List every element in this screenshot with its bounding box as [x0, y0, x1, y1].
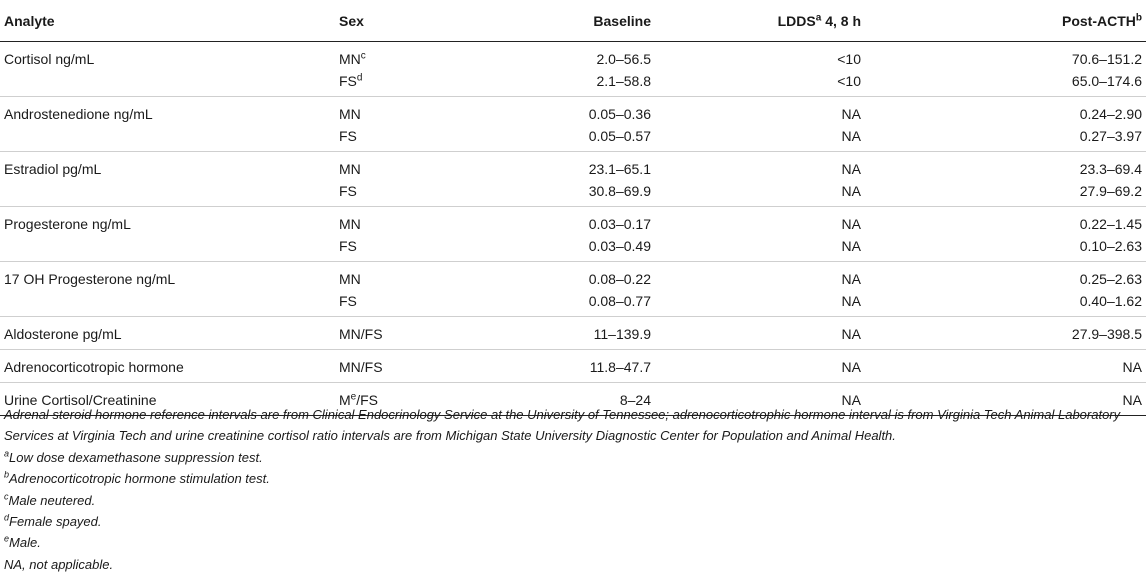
footnote-mark: e — [4, 534, 10, 545]
sex-cell-value: FS — [339, 73, 357, 89]
table-footnotes — [4, 404, 1142, 575]
table-row — [0, 97, 1146, 152]
post-acth-cell — [865, 207, 1146, 262]
ldds-cell-value: NA — [841, 326, 861, 342]
baseline-cell-line — [469, 235, 651, 257]
sex-cell — [335, 350, 465, 383]
post-acth-cell — [865, 262, 1146, 317]
ldds-cell — [655, 317, 865, 350]
footnote-item — [4, 447, 1142, 468]
post-acth-cell — [865, 97, 1146, 152]
table-header-row — [0, 0, 1146, 42]
ldds-cell-value: NA — [841, 106, 861, 122]
header-post-acth — [865, 0, 1146, 42]
ldds-cell-value: NA — [841, 359, 861, 375]
sex-cell-line — [339, 70, 461, 92]
footnote-text: Low dose dexamethasone suppression test. — [9, 449, 263, 465]
ldds-cell-value: NA — [841, 128, 861, 144]
post-acth-cell-line — [869, 125, 1142, 147]
post-acth-cell-line — [869, 103, 1142, 125]
sex-footnote-mark: e — [350, 391, 357, 403]
footnote-source: Adrenal steroid hormone reference intervals are from Clinical Endocrinology Service at the University of Tennessee; adrenocorticotrophic hormone interval is from Virginia Tech Animal Laboratory Services at Virginia Tech and urine creatinine cortisol ratio intervals are from Michigan State University Diagnostic Center for Population and Animal Health. — [4, 407, 1121, 444]
baseline-cell-value: 0.05–0.36 — [588, 106, 651, 122]
analyte-cell: Progesterone ng/mL — [0, 207, 335, 262]
ldds-cell-value: NA — [841, 293, 861, 309]
sex-cell-line — [339, 235, 461, 257]
baseline-cell-value: 2.0–56.5 — [596, 51, 651, 67]
post-acth-cell-value: 0.10–2.63 — [1079, 238, 1142, 254]
header-sex: Sex — [335, 0, 465, 42]
ldds-cell-line — [659, 213, 861, 235]
ldds-cell — [655, 152, 865, 207]
sex-cell-value: MN — [339, 271, 361, 287]
footnote-text: Female spayed. — [9, 514, 102, 530]
baseline-cell-value: 0.05–0.57 — [588, 128, 651, 144]
baseline-cell-line — [469, 70, 651, 92]
sex-cell-value: MN/FS — [339, 326, 383, 342]
sex-cell-value: MN — [339, 216, 361, 232]
table-row — [0, 152, 1146, 207]
post-acth-cell-value: 70.6–151.2 — [1071, 51, 1142, 67]
baseline-cell-value: 0.08–0.22 — [588, 271, 651, 287]
baseline-cell-value: 0.08–0.77 — [588, 293, 651, 309]
table-row — [0, 262, 1146, 317]
baseline-cell-value: 8–24 — [619, 392, 651, 408]
ldds-cell-line — [659, 48, 861, 70]
ldds-cell-line — [659, 158, 861, 180]
ldds-cell-line — [659, 323, 861, 345]
analyte-cell: 17 OH Progesterone ng/mL — [0, 262, 335, 317]
post-acth-cell-line — [869, 70, 1142, 92]
ldds-cell-line — [659, 235, 861, 257]
header-baseline: Baseline — [465, 0, 655, 42]
header-ldds — [655, 0, 865, 42]
post-acth-cell-value: 65.0–174.6 — [1071, 73, 1142, 89]
footnote-item — [4, 468, 1142, 489]
header-ldds-footnote-mark: a — [815, 11, 822, 23]
post-acth-cell — [865, 350, 1146, 383]
ldds-cell-value: <10 — [837, 73, 861, 89]
baseline-cell-value: 23.1–65.1 — [588, 161, 651, 177]
footnote-mark: a — [4, 448, 10, 459]
ldds-cell — [655, 97, 865, 152]
baseline-cell-line — [469, 103, 651, 125]
footnote-item — [4, 532, 1142, 553]
footnote-item — [4, 511, 1142, 532]
post-acth-cell-value: 0.27–3.97 — [1079, 128, 1142, 144]
baseline-cell-line — [469, 158, 651, 180]
baseline-cell-line — [469, 323, 651, 345]
header-post-acth-label: Post-ACTH — [1062, 12, 1136, 29]
baseline-cell-value: 11.8–47.7 — [589, 359, 651, 375]
post-acth-cell-value: NA — [1122, 359, 1142, 375]
analyte-cell: Adrenocorticotropic hormone — [0, 350, 335, 383]
sex-cell-line — [339, 125, 461, 147]
ldds-cell — [655, 262, 865, 317]
sex-cell-line — [339, 180, 461, 202]
post-acth-cell-value: 0.25–2.63 — [1079, 271, 1142, 287]
baseline-cell — [465, 317, 655, 350]
ldds-cell-value: NA — [841, 271, 861, 287]
sex-footnote-mark: d — [356, 72, 363, 84]
ldds-cell-value: NA — [841, 238, 861, 254]
baseline-cell-value: 2.1–58.8 — [596, 73, 651, 89]
post-acth-cell-value: 0.40–1.62 — [1079, 293, 1142, 309]
footnote-text: Male. — [9, 535, 41, 551]
sex-cell-value: FS — [339, 183, 357, 199]
ldds-cell-line — [659, 70, 861, 92]
ldds-cell-value: NA — [841, 216, 861, 232]
sex-cell — [335, 42, 465, 97]
sex-cell — [335, 262, 465, 317]
baseline-cell-line — [469, 268, 651, 290]
baseline-cell-value: 30.8–69.9 — [588, 183, 651, 199]
baseline-cell-line — [469, 125, 651, 147]
post-acth-cell-value: 0.22–1.45 — [1079, 216, 1142, 232]
post-acth-cell-value: 27.9–398.5 — [1071, 326, 1142, 342]
ldds-cell-line — [659, 180, 861, 202]
post-acth-cell-line — [869, 290, 1142, 312]
post-acth-cell-line — [869, 323, 1142, 345]
baseline-cell-value: 0.03–0.17 — [588, 216, 651, 232]
sex-cell-value: FS — [339, 238, 357, 254]
sex-cell — [335, 207, 465, 262]
post-acth-cell-line — [869, 268, 1142, 290]
baseline-cell-value: 11–139.9 — [593, 326, 651, 342]
baseline-cell-value: 0.03–0.49 — [588, 238, 651, 254]
post-acth-cell — [865, 42, 1146, 97]
sex-cell-value: FS — [339, 128, 357, 144]
sex-cell-value: MN — [339, 161, 361, 177]
ldds-cell-line — [659, 103, 861, 125]
post-acth-cell-line — [869, 158, 1142, 180]
sex-cell-line — [339, 158, 461, 180]
footnote-text: Male neutered. — [8, 492, 96, 508]
sex-cell-value: M — [339, 392, 351, 408]
footnote-mark: c — [4, 491, 9, 502]
ldds-cell — [655, 350, 865, 383]
analyte-cell: Aldosterone pg/mL — [0, 317, 335, 350]
sex-cell-value: FS — [339, 293, 357, 309]
ldds-cell-value: <10 — [837, 51, 861, 67]
header-post-acth-footnote-mark: b — [1135, 11, 1142, 23]
post-acth-cell-line — [869, 235, 1142, 257]
header-ldds-label: LDDS — [777, 12, 816, 29]
analyte-cell: Cortisol ng/mL — [0, 42, 335, 97]
sex-suffix: /FS — [356, 392, 379, 408]
footnote-mark: b — [4, 469, 10, 480]
ldds-cell-line — [659, 356, 861, 378]
post-acth-cell-line — [869, 180, 1142, 202]
baseline-cell-line — [469, 180, 651, 202]
baseline-cell-line — [469, 48, 651, 70]
ldds-cell-value: NA — [841, 392, 861, 408]
baseline-cell — [465, 350, 655, 383]
post-acth-cell-line — [869, 356, 1142, 378]
ldds-cell-line — [659, 268, 861, 290]
footnote-mark: d — [4, 512, 10, 523]
footnote-na: NA, not applicable. — [4, 556, 114, 572]
baseline-cell-line — [469, 213, 651, 235]
post-acth-cell-value: 23.3–69.4 — [1079, 161, 1142, 177]
table-row — [0, 317, 1146, 350]
baseline-cell — [465, 97, 655, 152]
analyte-cell: Urine Cortisol/Creatinine — [0, 383, 335, 416]
sex-cell-value: MN — [339, 51, 361, 67]
post-acth-cell-value: 27.9–69.2 — [1079, 183, 1142, 199]
post-acth-cell — [865, 317, 1146, 350]
ldds-cell — [655, 207, 865, 262]
header-ldds-suffix: 4, 8 h — [821, 12, 861, 29]
sex-cell — [335, 317, 465, 350]
sex-cell-value: MN/FS — [339, 359, 383, 375]
post-acth-cell — [865, 152, 1146, 207]
analyte-cell: Androstenedione ng/mL — [0, 97, 335, 152]
table-row — [0, 350, 1146, 383]
table-row — [0, 207, 1146, 262]
baseline-cell — [465, 152, 655, 207]
sex-cell-line — [339, 290, 461, 312]
sex-cell-line — [339, 268, 461, 290]
sex-cell-line — [339, 213, 461, 235]
ldds-cell-line — [659, 125, 861, 147]
ldds-cell — [655, 42, 865, 97]
baseline-cell — [465, 262, 655, 317]
post-acth-cell-line — [869, 48, 1142, 70]
ldds-cell-value: NA — [841, 161, 861, 177]
footnote-list — [4, 447, 1142, 554]
post-acth-cell-value: 0.24–2.90 — [1079, 106, 1142, 122]
sex-cell-value: MN — [339, 106, 361, 122]
baseline-cell — [465, 207, 655, 262]
table-row — [0, 42, 1146, 97]
post-acth-cell-value: NA — [1122, 392, 1142, 408]
baseline-cell — [465, 42, 655, 97]
table-body — [0, 42, 1146, 416]
footnote-item — [4, 490, 1142, 511]
baseline-cell-line — [469, 356, 651, 378]
sex-cell — [335, 97, 465, 152]
sex-cell-line — [339, 356, 461, 378]
ldds-cell-value: NA — [841, 183, 861, 199]
sex-footnote-mark: c — [360, 50, 366, 62]
post-acth-cell-line — [869, 213, 1142, 235]
sex-cell-line — [339, 323, 461, 345]
analyte-cell: Estradiol pg/mL — [0, 152, 335, 207]
ldds-cell-line — [659, 290, 861, 312]
sex-cell-line — [339, 103, 461, 125]
sex-cell — [335, 152, 465, 207]
footnote-text: Adrenocorticotropic hormone stimulation test. — [9, 471, 270, 487]
baseline-cell-line — [469, 290, 651, 312]
header-analyte: Analyte — [0, 0, 335, 42]
sex-cell-line — [339, 48, 461, 70]
